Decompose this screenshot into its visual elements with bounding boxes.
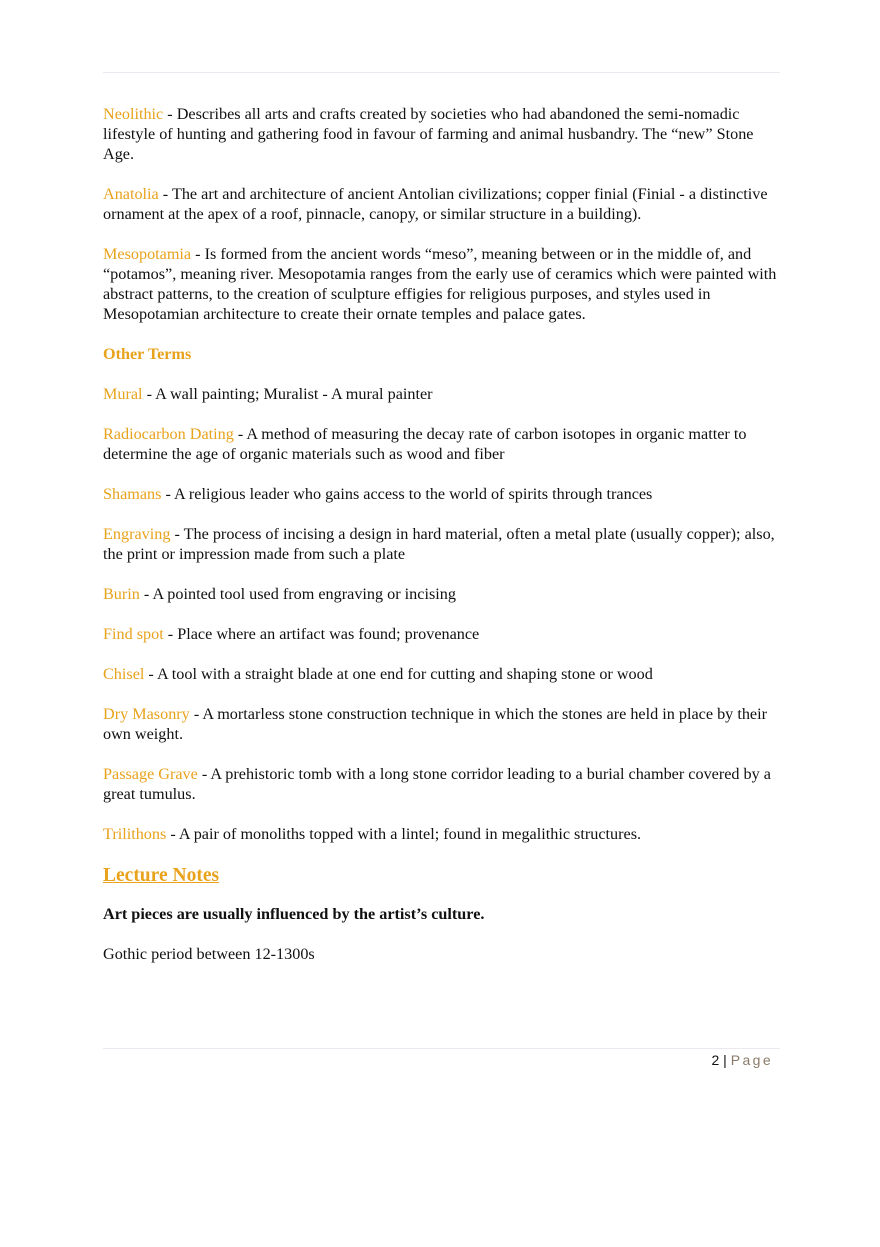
term-text: - A pair of monoliths topped with a lintel; found in megalithic structures. bbox=[166, 825, 642, 843]
term-entry bbox=[103, 424, 780, 464]
header-rule bbox=[103, 72, 780, 73]
definition-entry bbox=[103, 104, 780, 164]
term-entry bbox=[103, 524, 780, 564]
term-text: - A prehistoric tomb with a long stone corridor leading to a burial chamber covered by a great tumulus. bbox=[103, 765, 771, 803]
term-text: - Place where an artifact was found; provenance bbox=[163, 625, 480, 643]
term-text: - The process of incising a design in hard material, often a metal plate (usually copper); also, the print or impression made from such a plate bbox=[103, 525, 775, 563]
lecture-bold-line: Art pieces are usually influenced by the artist’s culture. bbox=[103, 905, 485, 923]
term-entry bbox=[103, 824, 780, 844]
page-number: 2 bbox=[711, 1052, 720, 1068]
term-name: Shamans bbox=[103, 485, 162, 503]
term-name: Trilithons bbox=[103, 825, 167, 843]
term-entry bbox=[103, 384, 780, 404]
term-name: Burin bbox=[103, 585, 140, 603]
term-entry bbox=[103, 624, 780, 644]
term-name: Engraving bbox=[103, 525, 171, 543]
definition-term: Mesopotamia bbox=[103, 245, 192, 263]
term-entry bbox=[103, 704, 780, 744]
definition-entry bbox=[103, 184, 780, 224]
definition-entry bbox=[103, 244, 780, 324]
footer-rule bbox=[103, 1048, 780, 1049]
term-entry bbox=[103, 664, 780, 684]
definition-term: Anatolia bbox=[103, 185, 159, 203]
term-name: Mural bbox=[103, 385, 143, 403]
page-content bbox=[103, 104, 780, 964]
term-name: Dry Masonry bbox=[103, 705, 190, 723]
page-footer bbox=[711, 1051, 773, 1069]
definition-text: - Describes all arts and crafts created by societies who had abandoned the semi-nomadic lifestyle of hunting and gathering food in favour of farming and animal husbandry. The “new” Stone Age. bbox=[103, 105, 754, 163]
term-entry bbox=[103, 764, 780, 804]
page-label: Page bbox=[730, 1052, 773, 1068]
lecture-line: Gothic period between 12-1300s bbox=[103, 945, 315, 963]
footer-separator: | bbox=[723, 1052, 727, 1068]
term-text: - A religious leader who gains access to the world of spirits through trances bbox=[161, 485, 653, 503]
term-entry bbox=[103, 584, 780, 604]
term-text: - A wall painting; Muralist - A mural painter bbox=[142, 385, 433, 403]
definition-text: - The art and architecture of ancient Antolian civilizations; copper finial (Finial - a distinctive ornament at the apex of a roof, pinnacle, canopy, or similar structure in a building). bbox=[103, 185, 768, 223]
term-name: Chisel bbox=[103, 665, 145, 683]
term-name: Radiocarbon Dating bbox=[103, 425, 234, 443]
definition-term: Neolithic bbox=[103, 105, 164, 123]
other-terms-heading: Other Terms bbox=[103, 345, 192, 363]
definition-text: - Is formed from the ancient words “meso”, meaning between or in the middle of, and “potamos”, meaning river. Mesopotamia ranges from the early use of ceramics which were painted with abstract patterns, to the creation of sculpture effigies for religious purposes, and styles used in Mesopotamian architecture to create their ornate temples and palace gates. bbox=[103, 245, 777, 323]
lecture-notes-heading: Lecture Notes bbox=[103, 865, 220, 886]
term-text: - A method of measuring the decay rate of carbon isotopes in organic matter to determine the age of organic materials such as wood and fiber bbox=[103, 425, 747, 463]
term-name: Find spot bbox=[103, 625, 164, 643]
term-text: - A mortarless stone construction technique in which the stones are held in place by their own weight. bbox=[103, 705, 767, 743]
term-entry bbox=[103, 484, 780, 504]
term-text: - A pointed tool used from engraving or incising bbox=[139, 585, 456, 603]
term-name: Passage Grave bbox=[103, 765, 198, 783]
term-text: - A tool with a straight blade at one end for cutting and shaping stone or wood bbox=[144, 665, 653, 683]
